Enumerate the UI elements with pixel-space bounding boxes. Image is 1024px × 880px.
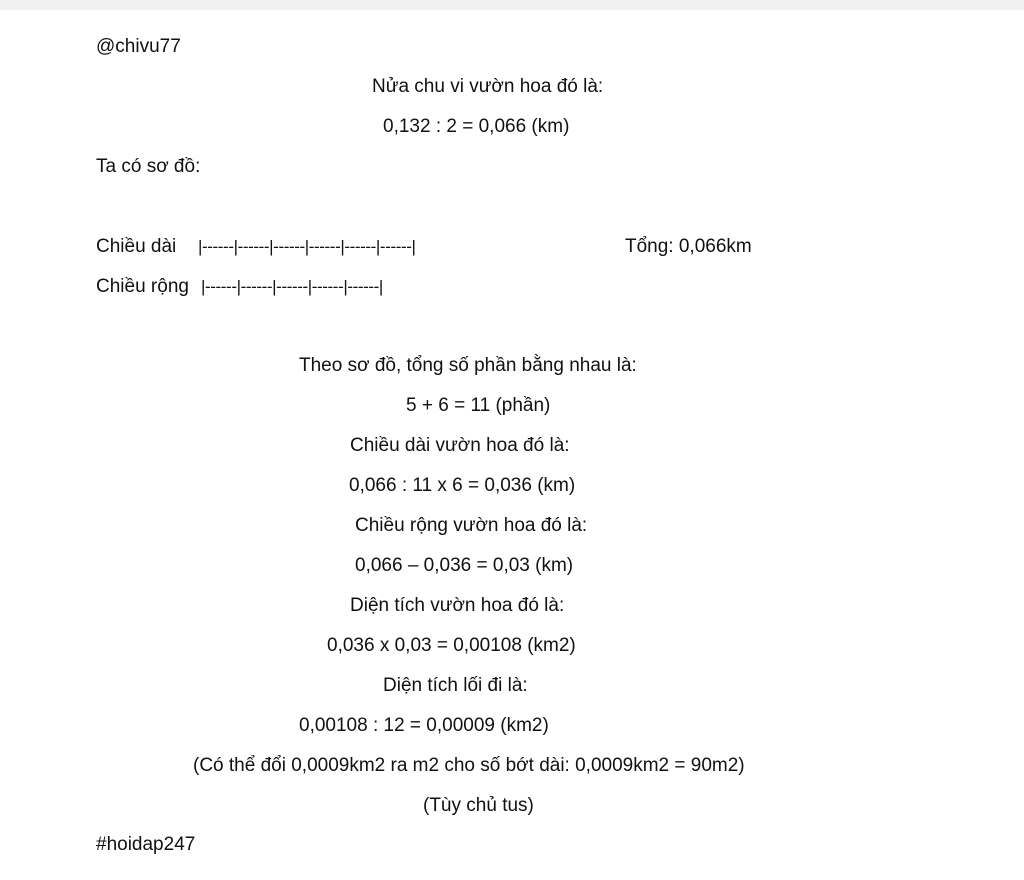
- length-bar: |------|------|------|------|------|------|: [198, 237, 416, 256]
- width-bar: |------|------|------|------|------|: [201, 277, 383, 296]
- half-perimeter-calc: 0,132 : 2 = 0,066 (km): [383, 116, 570, 137]
- width-label: Chiều rộng: [96, 276, 189, 297]
- choice-note: (Tùy chủ tus): [423, 795, 534, 816]
- length-label: Chiều dài: [96, 236, 177, 257]
- path-area-calc: 0,00108 : 12 = 0,00009 (km2): [299, 715, 549, 736]
- conversion-note: (Có thể đổi 0,0009km2 ra m2 cho số bớt dài: 0,0009km2 = 90m2): [193, 755, 745, 776]
- author-handle: @chivu77: [96, 36, 181, 57]
- width-result-calc: 0,066 – 0,036 = 0,03 (km): [355, 555, 574, 576]
- width-result-label: Chiều rộng vườn hoa đó là:: [355, 515, 588, 536]
- length-result-calc: 0,066 : 11 x 6 = 0,036 (km): [349, 475, 576, 496]
- diagram-intro: Ta có sơ đồ:: [96, 156, 201, 177]
- half-perimeter-label: Nửa chu vi vườn hoa đó là:: [372, 76, 604, 97]
- area-label: Diện tích vườn hoa đó là:: [350, 595, 565, 616]
- total-label: Tổng: 0,066km: [625, 236, 752, 257]
- hashtag: #hoidap247: [96, 834, 196, 855]
- area-calc: 0,036 x 0,03 = 0,00108 (km2): [327, 635, 576, 656]
- total-parts-calc: 5 + 6 = 11 (phần): [406, 395, 551, 416]
- total-parts-label: Theo sơ đồ, tổng số phần bằng nhau là:: [299, 355, 637, 376]
- path-area-label: Diện tích lối đi là:: [383, 675, 528, 696]
- length-result-label: Chiều dài vườn hoa đó là:: [350, 435, 570, 456]
- top-edge: [0, 0, 1024, 10]
